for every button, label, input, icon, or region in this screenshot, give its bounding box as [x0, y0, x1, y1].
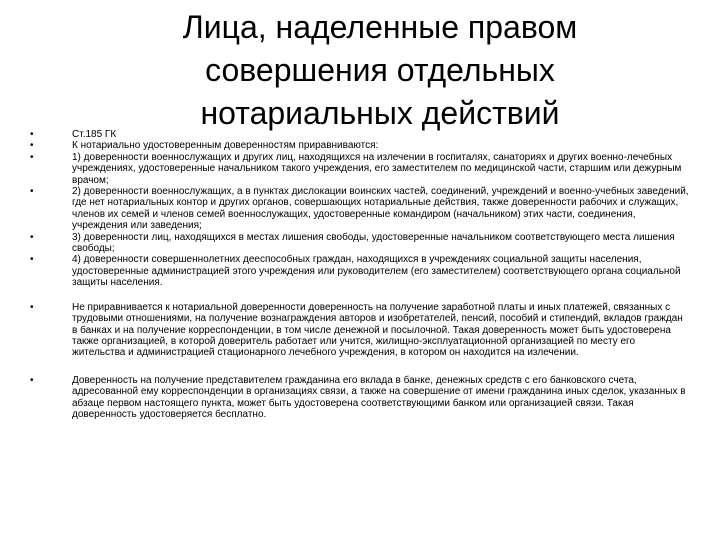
list-item-text: Ст.185 ГК: [72, 129, 117, 140]
list-item-point-4: [30, 254, 690, 288]
list-item-text: 2) доверенности военнослужащих, а в пунктах дислокации воинских частей, соединений, учреждений и военно-учебных заведений, где нет нотариальных контор и других органов, совершающих нотариальные действия, также доверенности рабочих и служащих, членов их семей и членов семей военнослужащих, удостоверенные командиром (начальником) этих части, соединения, учреждения или заведения;: [72, 186, 689, 232]
list-item-text: 3) доверенности лиц, находящихся в местах лишения свободы, удостоверенные начальником соответствующего места лишения свободы;: [72, 231, 675, 255]
spacer: [30, 289, 690, 302]
bullet-icon: •: [30, 186, 34, 198]
list-item-point-2: [30, 186, 690, 232]
bullet-icon: •: [30, 254, 34, 266]
list-item-article: [30, 129, 690, 140]
bullet-icon: •: [30, 374, 34, 386]
bullet-icon: •: [30, 301, 34, 313]
list-item-text: Доверенность на получение представителем гражданина его вклада в банке, денежных средств с его банковского счета, адресованной ему корреспонденции в организациях связи, а также на совершение от имени гражданина иных сделок, указанных в абзаце первом настоящего пункта, может быть удостоверена соответствующими банком или организацией связи. Такая доверенность удостоверяется бесплатно.: [72, 374, 686, 420]
list-item-point-1: [30, 152, 690, 186]
bullet-icon: •: [30, 151, 34, 163]
spacer: [30, 359, 690, 375]
title-line-1: Лица, наделенные правом: [182, 9, 578, 45]
title-line-2: совершения отдельных: [205, 52, 555, 88]
slide-title: [120, 6, 640, 135]
bullet-icon: •: [30, 231, 34, 243]
list-item-intro: [30, 140, 690, 151]
list-item-bank-deposit: [30, 375, 690, 421]
bullet-list: [30, 129, 690, 420]
list-item-text: К нотариально удостоверенным доверенностям приравниваются:: [72, 140, 379, 152]
bullet-icon: •: [30, 140, 34, 152]
title-line-3: нотариальных действий: [200, 95, 560, 131]
bullet-icon: •: [30, 129, 34, 140]
list-item-text: 1) доверенности военнослужащих и других лиц, находящихся на излечении в госпиталях, санаториях и других военно-лечебных учреждениях, удостоверенные начальником такого учреждения, его заместителем по медицинской части, старшим или дежурным врачом;: [72, 151, 682, 186]
list-item-text: 4) доверенности совершеннолетних дееспособных граждан, находящихся в учреждениях социальной защиты населения, удостоверенные администрацией этого учреждения или руководителем (его заместителем) соответствующего органа социальной защиты населения.: [72, 254, 681, 289]
list-item-not-equated: [30, 302, 690, 359]
list-item-point-3: [30, 232, 690, 255]
list-item-text: Не приравнивается к нотариальной доверенности доверенность на получение заработной платы и иных платежей, связанных с трудовыми отношениями, на получение вознаграждения авторов и изобретателей, пенсий, пособий и стипендий, вкладов граждан в банках и на получение корреспонденции, в том числе денежной и посылочной. Такая доверенность может быть удостоверена также организацией, в которой доверитель работает или учится, жилищно-эксплуатационной организацией по месту его жительства и администрацией стационарного лечебного учреждения, в котором он находится на излечении.: [72, 301, 683, 359]
